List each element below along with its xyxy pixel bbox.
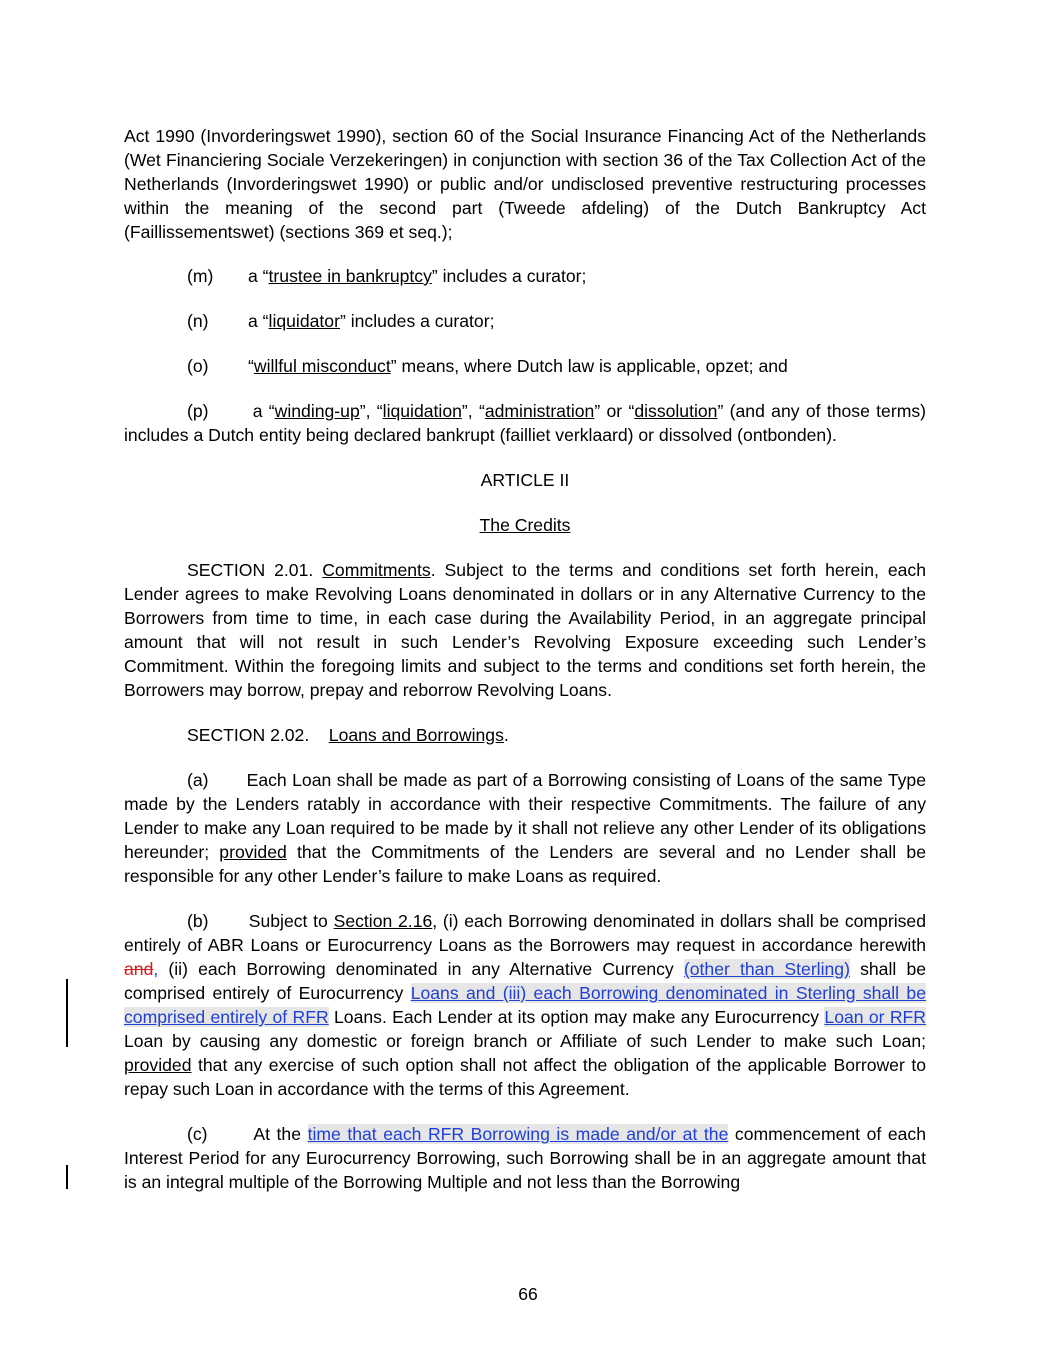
definition-o: (o) “willful misconduct” means, where Dutch law is applicable, opzet; and [187, 356, 788, 376]
provided-term: provided [219, 842, 287, 862]
section-title: Commitments [322, 560, 431, 580]
continued-paragraph: Act 1990 (Invorderingswet 1990), section 60 of the Social Insurance Financing Act of the Netherlands (Wet Financiering Sociale Verzekeringen) in conjunction with section 36 of the Tax Collection Act of the Netherlands (Invorderingswet 1990) or public and/or undisclosed preventive restructuring processes within the meaning of the second part (Tweede afdeling) of the Dutch Bankruptcy Act (Faillissementswet) (sections 369 et seq.); [124, 126, 926, 242]
provided-term: provided [124, 1055, 192, 1075]
deleted-text: and [124, 959, 154, 979]
defined-term: liquidator [268, 311, 340, 331]
paragraph-c: (c) At the time that each RFR Borrowing is made and/or at the commencement of each Interest Period for any Eurocurrency Borrowing, such Borrowing shall be in an aggregate amount that is an integral multiple of the Borrowing Multiple and not less than the Borrowing [124, 1124, 926, 1192]
inserted-text: time that each RFR Borrowing is made and/or at the [307, 1124, 729, 1144]
defined-term: willful misconduct [253, 356, 391, 376]
defined-term: winding-up [274, 401, 360, 421]
section-reference: Section 2.16 [333, 911, 433, 931]
inserted-text: Loan or RFR [824, 1007, 927, 1027]
page-number: 66 [518, 1284, 538, 1304]
defined-term: dissolution [634, 401, 718, 421]
inserted-text: (other than Sterling) [683, 959, 850, 979]
article-title: The Credits [479, 515, 571, 535]
paragraph-a: (a) Each Loan shall be made as part of a Borrowing consisting of Loans of the same Type made by the Lenders ratably in accordance with their respective Commitments. The failure of any Lender to make any Loan required to be made by it shall not relieve any other Lender of its obligations hereunder; provided that the Commitments of the Lenders are several and no Lender shall be responsible for any other Lender’s failure to make Loans as required. [124, 770, 926, 886]
paragraph-b: (b) Subject to Section 2.16, (i) each Borrowing denominated in dollars shall be comprised entirely of ABR Loans or Eurocurrency Loans as the Borrowers may request in accordance herewith and, (ii) each Borrowing denominated in any Alternative Currency (other than Sterling) shall be comprised entirely of Eurocurrency Loans and (iii) each Borrowing denominated in Sterling shall be comprised entirely of RFR Loans. Each Lender at its option may make any Eurocurrency Loan or RFR Loan by causing any domestic or foreign branch or Affiliate of such Lender to make such Loan; provided that any exercise of such option shall not affect the obligation of the applicable Borrower to repay such Loan in accordance with the terms of this Agreement. [124, 911, 927, 1099]
inserted-text: Loans and (iii) each Borrowing denominated in Sterling shall be comprised entirely of RFR [124, 983, 926, 1027]
defined-term: trustee in bankruptcy [268, 266, 432, 286]
definition-p: (p) a “winding-up”, “liquidation”, “administration” or “dissolution” (and any of those terms) includes a Dutch entity being declared bankrupt (failliet verklaard) or dissolved (ontbonden). [124, 401, 927, 445]
section-title: Loans and Borrowings [328, 725, 504, 745]
definition-m: (m) a “trustee in bankruptcy” includes a curator; [187, 266, 587, 286]
change-bar [66, 979, 68, 1047]
document-page [124, 124, 926, 1194]
inserted-text: , [153, 959, 159, 979]
article-heading: ARTICLE II [480, 470, 570, 490]
definition-n: (n) a “liquidator” includes a curator; [187, 311, 495, 331]
defined-term: liquidation [382, 401, 462, 421]
defined-term: administration [484, 401, 595, 421]
section-2-01: SECTION 2.01. Commitments. Subject to the terms and conditions set forth herein, each Lender agrees to make Revolving Loans denominated in dollars or in any Alternative Currency to the Borrowers from time to time, in each case during the Availability Period, in an aggregate principal amount that will not result in such Lender’s Revolving Exposure exceeding such Lender’s Commitment. Within the foregoing limits and subject to the terms and conditions set forth herein, the Borrowers may borrow, prepay and reborrow Revolving Loans. [124, 560, 926, 700]
section-2-02-heading: SECTION 2.02. Loans and Borrowings. [187, 725, 509, 745]
change-bar [66, 1165, 68, 1189]
